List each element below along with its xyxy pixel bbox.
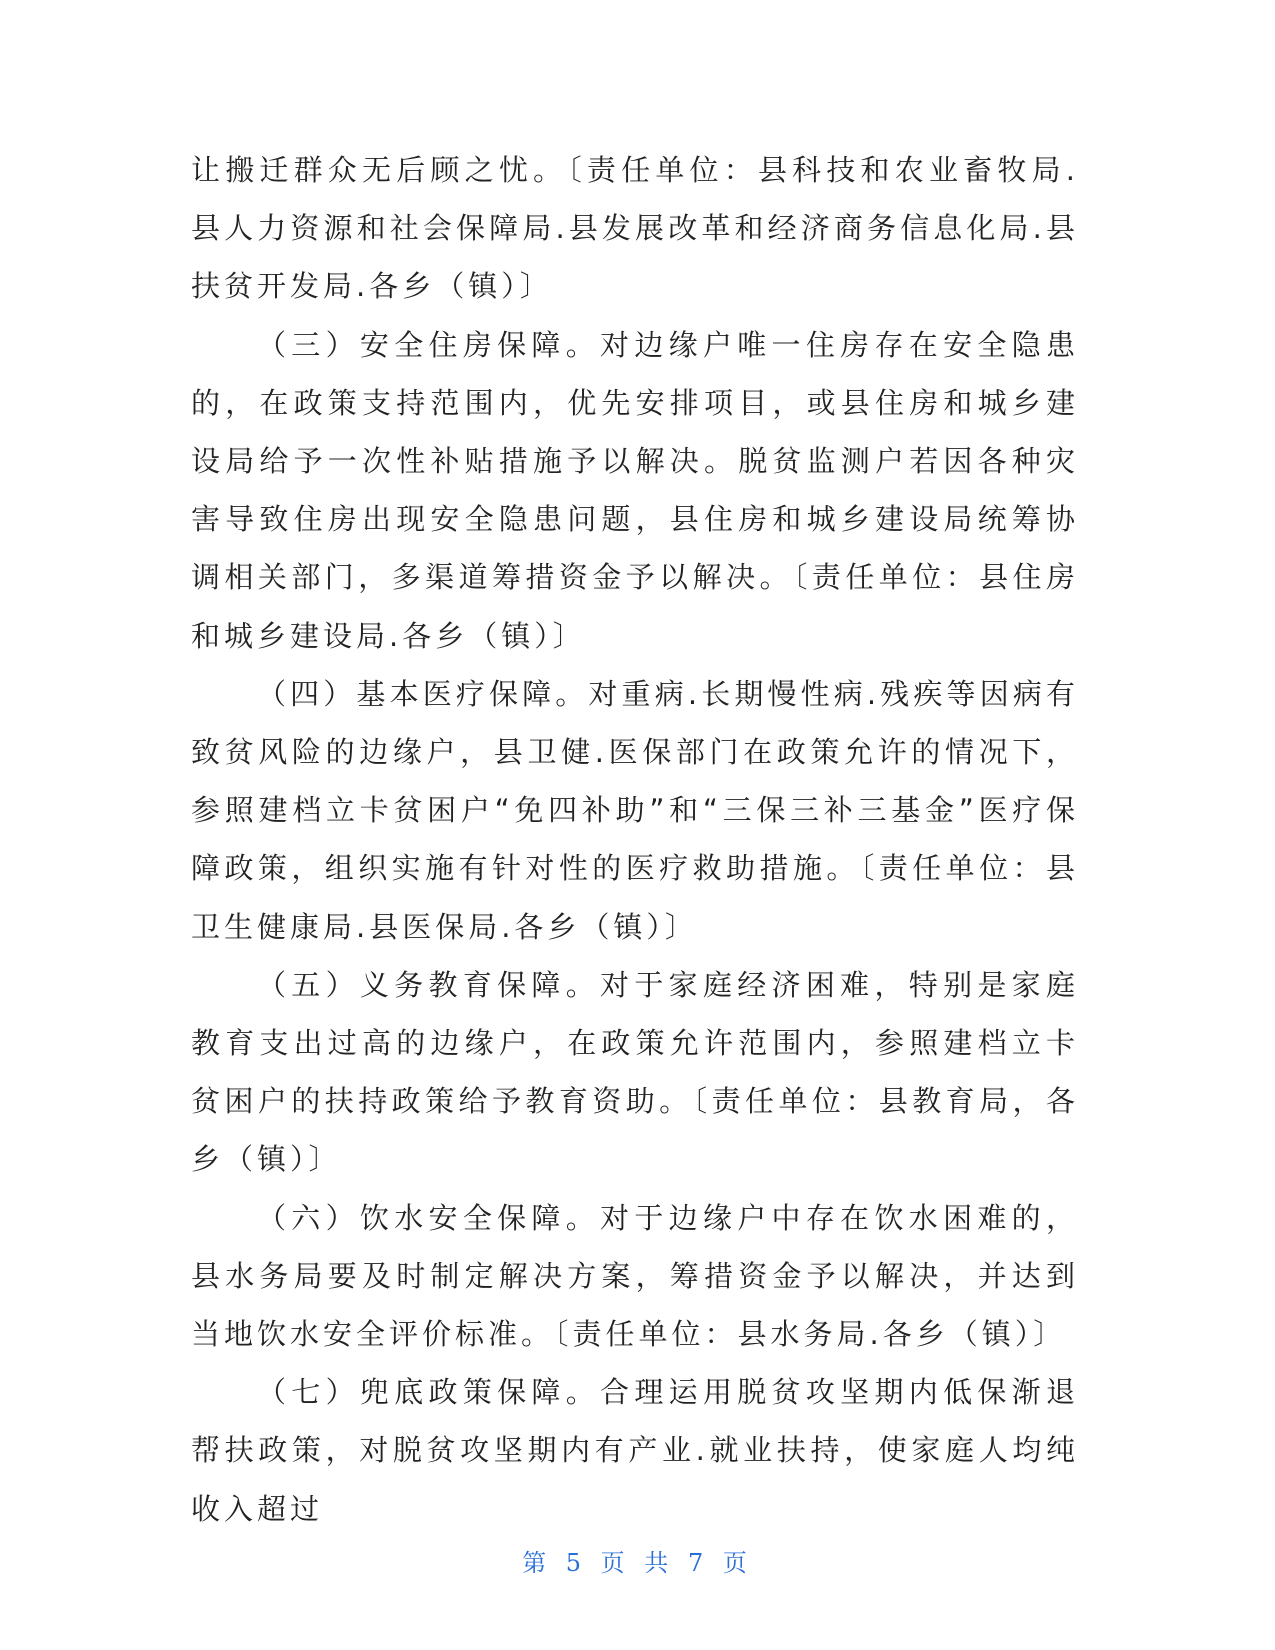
page-number-footer: 第 5 页 共 7 页 [522, 1549, 753, 1577]
paragraph-housing-security: （三）安全住房保障。对边缘户唯一住房存在安全隐患的，在政策支持范围内，优先安排项目，或县住房和城乡建设局给予一次性补贴措施予以解决。脱贫监测户若因各种灾害导致住房出现安全隐患问题，县住房和城乡建设局统筹协调相关部门，多渠道筹措资金予以解决。〔责任单位：县住房和城乡建设局.各乡（镇）〕 [191, 327, 1079, 653]
paragraph-continuation: 让搬迁群众无后顾之忧。〔责任单位：县科技和农业畜牧局.县人力资源和社会保障局.县发展改革和经济商务信息化局.县扶贫开发局.各乡（镇）〕 [191, 153, 1079, 304]
paragraph-education-security: （五）义务教育保障。对于家庭经济困难，特别是家庭教育支出过高的边缘户，在政策允许范围内，参照建档立卡贫困户的扶持政策给予教育资助。〔责任单位：县教育局，各乡（镇）〕 [191, 967, 1079, 1177]
document-body [191, 141, 1079, 1538]
paragraph-safety-net-policy: （七）兜底政策保障。合理运用脱贫攻坚期内低保渐退帮扶政策，对脱贫攻坚期内有产业.就业扶持，使家庭人均纯收入超过 [191, 1375, 1079, 1526]
paragraph-water-security: （六）饮水安全保障。对于边缘户中存在饮水困难的，县水务局要及时制定解决方案，筹措资金予以解决，并达到当地饮水安全评价标准。〔责任单位：县水务局.各乡（镇）〕 [191, 1200, 1079, 1352]
paragraph-medical-security: （四）基本医疗保障。对重病.长期慢性病.残疾等因病有致贫风险的边缘户，县卫健.医保部门在政策允许的情况下，参照建档立卡贫困户“免四补助”和“三保三补三基金”医疗保障政策，组织实施有针对性的医疗救助措施。〔责任单位：县卫生健康局.县医保局.各乡（镇）〕 [191, 676, 1079, 944]
